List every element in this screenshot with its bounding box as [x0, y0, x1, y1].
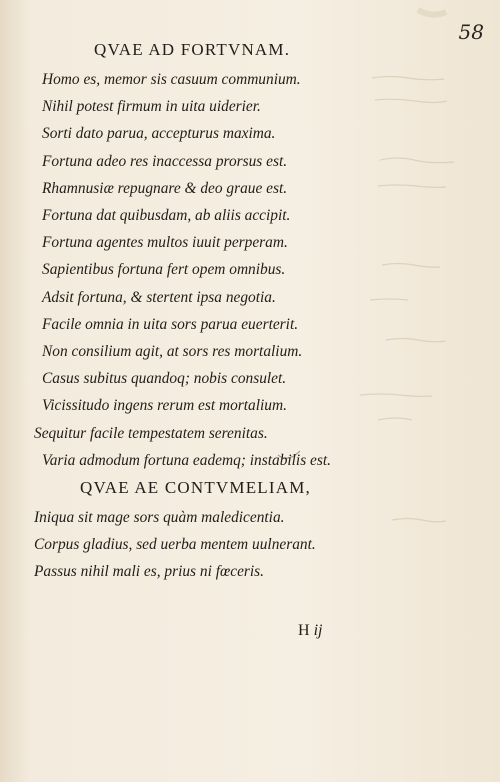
verse-line: Fortuna adeo res inaccessa prorsus est. [42, 152, 288, 170]
verse-line: Homo es, memor sis casuum communium. [42, 71, 301, 88]
verse-line: Fortuna agentes multos iuuit perperam. [42, 234, 288, 252]
verse-line: Varia admodum fortuna eademq; instabilis est. [42, 451, 331, 469]
verse-line: Adsit fortuna, & stertent ipsa negotia. [42, 288, 276, 306]
verse-line: Rhamnusiæ repugnare & deo graue est. [42, 179, 288, 197]
verse-line: Casus subitus quandoq; nobis consulet. [42, 370, 287, 388]
verse-line: Non consilium agit, at sors res mortalium. [42, 343, 303, 361]
section-heading-fortune: QVAE AD FORTVNAM. [94, 40, 291, 59]
text-block [30, 38, 360, 586]
verse-line: Nihil potest firmum in uita uiderier. [42, 98, 261, 116]
verse-line: Passus nihil mali es, prius ni fœceris. [34, 563, 265, 581]
signature-mark [298, 622, 322, 640]
verse-line: Fortuna dat quibusdam, ab aliis accipit. [42, 207, 291, 225]
folio-number: 58 [458, 20, 484, 44]
verse-line: Iniqua sit mage sors quàm maledicentia. [34, 509, 285, 527]
verse-line: Sequitur facile tempestatem serenitas. [34, 424, 268, 442]
verse-line: Sorti dato parua, accepturus maxima. [42, 125, 276, 143]
signature-letter: H [298, 622, 310, 639]
verse-line: Facile omnia in uita sors parua euerterit. [42, 315, 299, 333]
verse-line: Corpus gladius, sed uerba mentem uulnerant. [34, 536, 316, 554]
section-heading-insult: QVAE AE CONTVMELIAM, [80, 478, 311, 498]
verse-line: Vicissitudo ingens rerum est mortalium. [42, 397, 287, 415]
signature-numeral: ij [313, 622, 323, 639]
verse-line: Sapientibus fortuna fert opem omnibus. [42, 261, 286, 279]
